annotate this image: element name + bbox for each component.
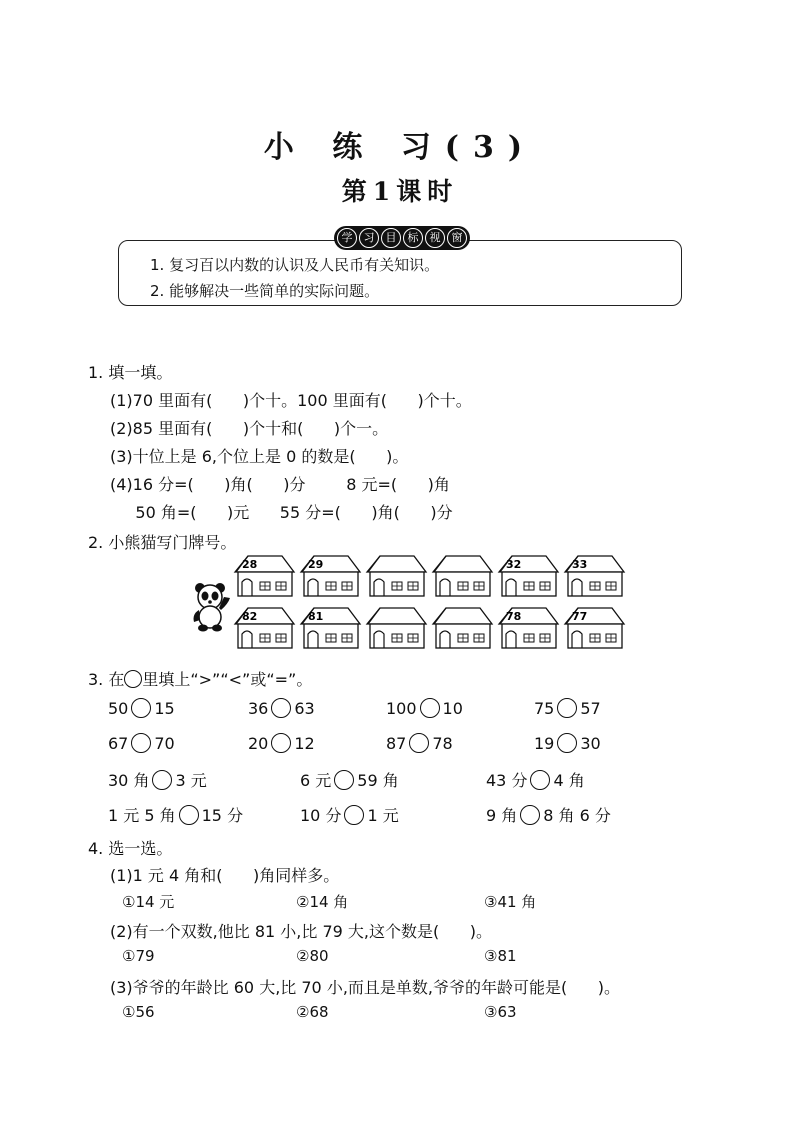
comparison-right: 30 (580, 733, 601, 753)
badge-char: 目 (381, 228, 401, 248)
badge-char: 标 (403, 228, 423, 248)
question-1-line: (2)85 里面有( )个十和( )个一。 (110, 419, 389, 438)
question-1-line: (4)16 分=( )角( )分 8 元=( )角 (110, 475, 450, 494)
house-icon (301, 556, 360, 596)
comparison-item (300, 768, 399, 791)
house-icon (367, 556, 426, 596)
option[interactable]: ①56 (122, 1003, 155, 1021)
comparison-left: 75 (534, 698, 555, 718)
option[interactable]: ①14 元 (122, 893, 175, 911)
comparison-item (300, 803, 399, 826)
comparison-item (534, 733, 601, 753)
answer-circle[interactable] (530, 770, 550, 790)
house-icon (433, 608, 492, 648)
house-icon (499, 556, 558, 596)
comparison-right: 15 (154, 698, 175, 718)
comparison-right: 63 (294, 698, 315, 718)
badge-char: 学 (337, 228, 357, 248)
house-number: 78 (506, 610, 522, 623)
question-3-heading-post: 里填上“>”“<”或“=”。 (142, 670, 313, 689)
circle-icon (124, 670, 142, 688)
comparison-right: 4 角 (553, 771, 585, 790)
house-icon (301, 608, 360, 648)
comparison-item (108, 698, 175, 718)
comparison-right: 78 (432, 733, 453, 753)
comparison-right: 15 分 (201, 806, 244, 825)
answer-circle[interactable] (420, 698, 440, 718)
house-number: 32 (506, 558, 522, 571)
comparison-right: 59 角 (357, 771, 399, 790)
answer-circle[interactable] (271, 698, 291, 718)
goal-item: 1. 复习百以内数的认识及人民币有关知识。 (150, 256, 440, 274)
question-4-item: (3)爷爷的年龄比 60 大,比 70 小,而且是单数,爷爷的年龄可能是( )。 (110, 978, 620, 997)
comparison-left: 67 (108, 733, 129, 753)
comparison-left: 6 元 (300, 771, 332, 790)
answer-circle[interactable] (557, 733, 577, 753)
comparison-item (386, 733, 453, 753)
answer-circle[interactable] (179, 805, 199, 825)
comparison-item (534, 698, 601, 718)
house-number: 81 (308, 610, 324, 623)
option[interactable]: ③41 角 (484, 893, 537, 911)
house-number: 77 (572, 610, 588, 623)
house-number: 28 (242, 558, 258, 571)
panda-icon (188, 580, 232, 632)
house-icon (433, 556, 492, 596)
comparison-item (108, 803, 243, 826)
page-subtitle: 第1课时 (341, 177, 459, 206)
comparison-left: 87 (386, 733, 407, 753)
question-1-heading: 1. 填一填。 (88, 363, 173, 382)
comparison-item (108, 733, 175, 753)
badge-char: 习 (359, 228, 379, 248)
comparison-left: 43 分 (486, 771, 528, 790)
comparison-right: 10 (442, 698, 463, 718)
question-2-heading: 2. 小熊猫写门牌号。 (88, 533, 237, 552)
comparison-right: 57 (580, 698, 601, 718)
comparison-right: 3 元 (175, 771, 207, 790)
comparison-right: 12 (294, 733, 315, 753)
answer-circle[interactable] (271, 733, 291, 753)
houses-svg (232, 552, 632, 652)
comparison-left: 10 分 (300, 806, 342, 825)
comparison-item (108, 768, 207, 791)
answer-circle[interactable] (557, 698, 577, 718)
question-1-line: 50 角=( )元 55 分=( )角( )分 (110, 503, 453, 522)
comparison-right: 1 元 (367, 806, 399, 825)
question-1-line: (1)70 里面有( )个十。100 里面有( )个十。 (110, 391, 472, 410)
house-icon (565, 608, 624, 648)
answer-circle[interactable] (520, 805, 540, 825)
question-4-heading: 4. 选一选。 (88, 839, 173, 858)
comparison-left: 19 (534, 733, 555, 753)
answer-circle[interactable] (344, 805, 364, 825)
option[interactable]: ①79 (122, 947, 155, 965)
question-3-heading (88, 667, 312, 690)
comparison-right: 8 角 6 分 (543, 806, 611, 825)
house-number: 82 (242, 610, 258, 623)
comparison-item (386, 698, 463, 718)
comparison-item (486, 768, 585, 791)
question-1-line: (3)十位上是 6,个位上是 0 的数是( )。 (110, 447, 409, 466)
comparison-item (248, 698, 315, 718)
house-number: 33 (572, 558, 588, 571)
page-title: 小 练 习(3) (263, 130, 537, 165)
house-icon (565, 556, 624, 596)
option[interactable]: ②68 (296, 1003, 329, 1021)
comparison-left: 30 角 (108, 771, 150, 790)
comparison-left: 36 (248, 698, 269, 718)
goal-item: 2. 能够解决一些简单的实际问题。 (150, 282, 380, 300)
comparison-item (486, 803, 611, 826)
answer-circle[interactable] (334, 770, 354, 790)
house-icon (367, 608, 426, 648)
comparison-right: 70 (154, 733, 175, 753)
answer-circle[interactable] (409, 733, 429, 753)
option[interactable]: ②14 角 (296, 893, 349, 911)
house-icon (499, 608, 558, 648)
comparison-item (248, 733, 315, 753)
answer-circle[interactable] (131, 698, 151, 718)
answer-circle[interactable] (131, 733, 151, 753)
learning-goals-badge (334, 226, 470, 250)
comparison-left: 20 (248, 733, 269, 753)
question-3-heading-pre: 3. 在 (88, 670, 125, 689)
comparison-left: 9 角 (486, 806, 518, 825)
answer-circle[interactable] (152, 770, 172, 790)
option[interactable]: ②80 (296, 947, 329, 965)
house-icon (235, 608, 294, 648)
option[interactable]: ③81 (484, 947, 517, 965)
option[interactable]: ③63 (484, 1003, 517, 1021)
badge-char: 视 (425, 228, 445, 248)
question-4-item: (1)1 元 4 角和( )角同样多。 (110, 866, 340, 885)
comparison-left: 1 元 5 角 (108, 806, 176, 825)
house-icon (235, 556, 294, 596)
question-4-item: (2)有一个双数,他比 81 小,比 79 大,这个数是( )。 (110, 922, 492, 941)
comparison-left: 50 (108, 698, 129, 718)
badge-char: 窗 (447, 228, 467, 248)
comparison-left: 100 (386, 698, 417, 718)
house-number: 29 (308, 558, 324, 571)
